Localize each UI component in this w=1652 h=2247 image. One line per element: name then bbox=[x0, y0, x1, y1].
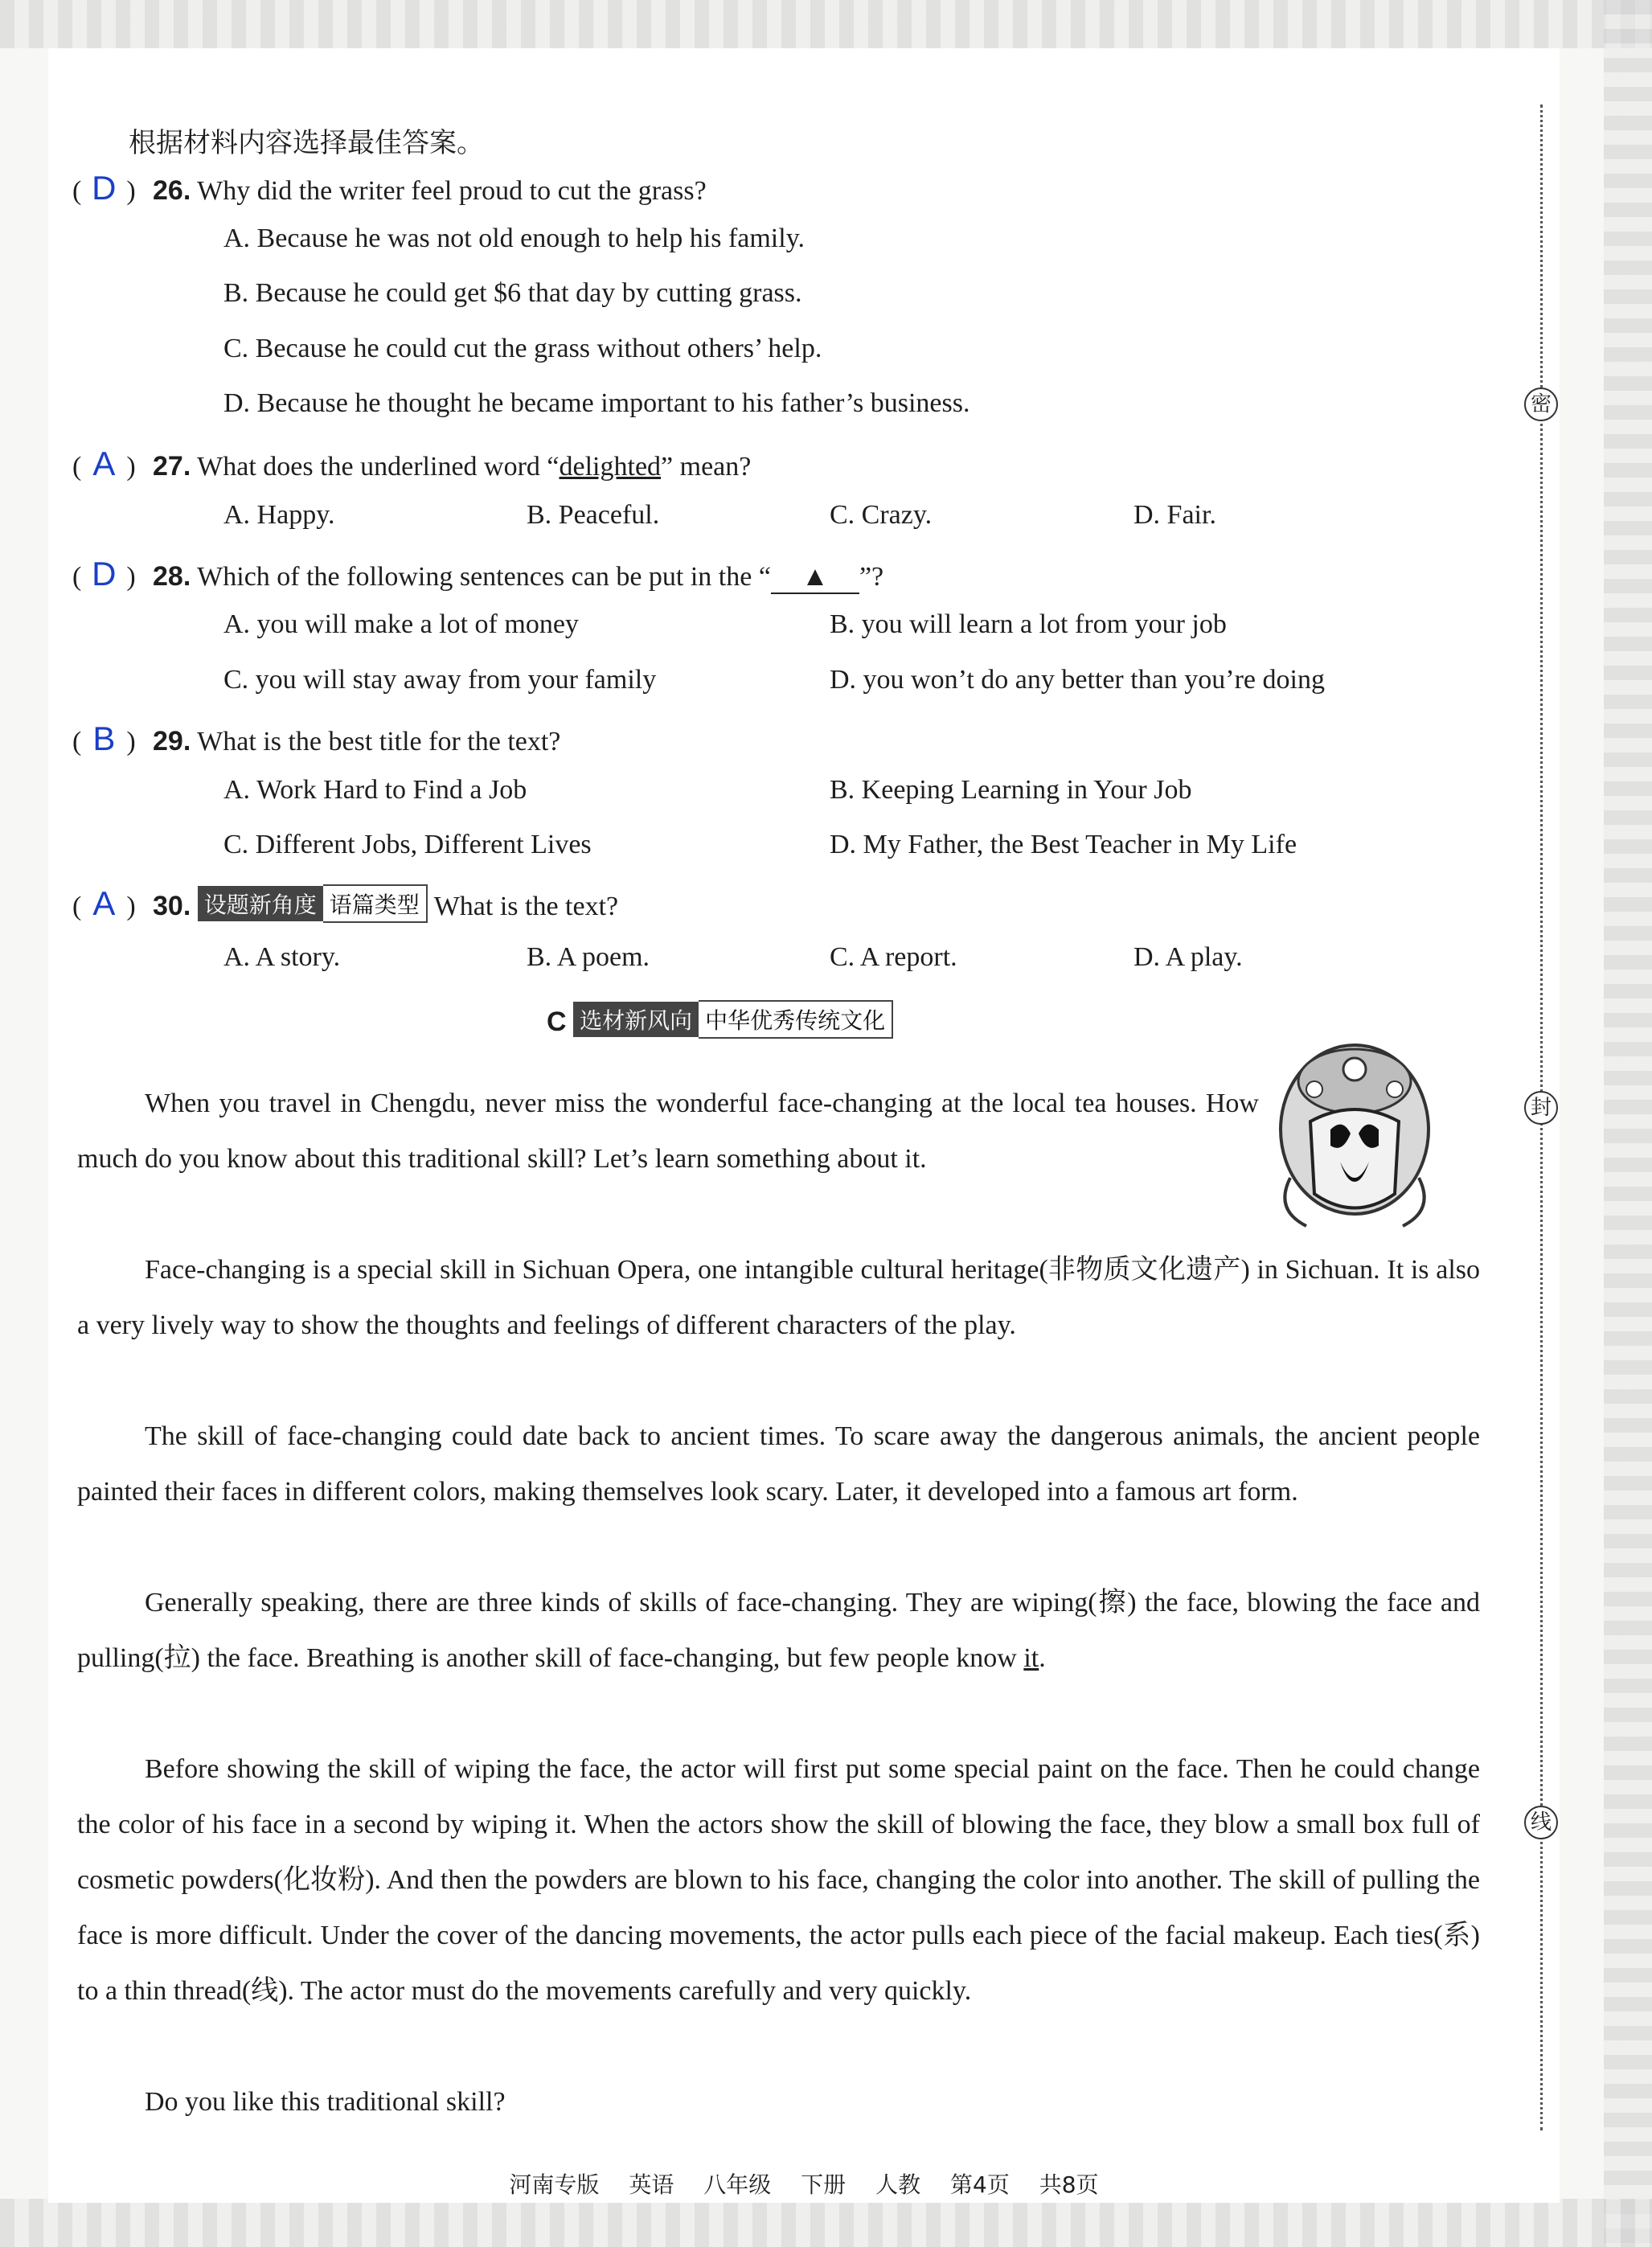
answer-26: D bbox=[92, 169, 117, 207]
cut-label-feng: 封 bbox=[1524, 1091, 1558, 1125]
question-text: What does the underlined word “ bbox=[197, 452, 560, 482]
paragraph-text: Before showing the skill of wiping the face, the actor will first put some special paint on the face. Then he could change the color of his face in a second by wiping it. When the actors show the skill of blowing the face, they blow a small box full of cosmetic powders(化妆粉). And then the powders are blown to his face, changing the color into another. The skill of pulling the face is more difficult. Under the cover of the dancing movements, the actor pulls each piece of the facial makeup. Each ties(系) to a thin thread(线). The actor must do the movements carefully and very quickly. bbox=[77, 1754, 1480, 2006]
footer-edition: 河南专版 bbox=[509, 2171, 600, 2198]
paragraph-text: Face-changing is a special skill in Sichuan Opera, one intangible cultural heritage(非物质文化遗产) in Sichuan. It is also a very lively way to show the thoughts and feelings of different characters of the play. bbox=[77, 1255, 1480, 1340]
question-number: 27. bbox=[153, 451, 191, 482]
section-c-heading bbox=[547, 1000, 893, 1039]
question-28: ( D ) 28. Which of the following sentences can be put in the “ ▲ ”? bbox=[72, 555, 884, 593]
option-27a: A. Happy. bbox=[223, 500, 335, 530]
passage-paragraph-5 bbox=[77, 1741, 1480, 2019]
option-26b: B. Because he could get $6 that day by cutting grass. bbox=[223, 278, 802, 308]
paragraph-text: The skill of face-changing could date back to ancient times. To scare away the dangerous animals, the ancient people painted their faces in different colors, making themselves look scary. Later, it developed into a famous art form. bbox=[77, 1421, 1480, 1507]
question-text: Which of the following sentences can be put in the “ bbox=[197, 562, 771, 592]
footer-subject: 英语 bbox=[629, 2171, 674, 2198]
question-text: What is the best title for the text? bbox=[197, 727, 561, 757]
option-27b: B. Peaceful. bbox=[527, 500, 660, 530]
underlined-word-it: it bbox=[1023, 1643, 1039, 1673]
question-text: Why did the writer feel proud to cut the grass? bbox=[197, 176, 707, 206]
cut-label-mi: 密 bbox=[1524, 387, 1558, 421]
underlined-word: delighted bbox=[559, 452, 662, 482]
paragraph-text: Do you like this traditional skill? bbox=[145, 2087, 506, 2117]
footer-volume: 下册 bbox=[801, 2171, 846, 2198]
answer-28: D bbox=[92, 555, 117, 593]
passage-paragraph-6 bbox=[77, 2074, 1480, 2130]
footer-page-number: 第4页 bbox=[950, 2171, 1010, 2198]
decorative-border-right bbox=[1604, 0, 1652, 2247]
option-29a: A. Work Hard to Find a Job bbox=[223, 775, 527, 805]
question-26: ( D ) 26. Why did the writer feel proud to cut the grass? bbox=[72, 169, 707, 207]
decorative-border-top bbox=[0, 0, 1652, 48]
option-28b: B. you will learn a lot from your job bbox=[830, 609, 1227, 639]
question-number: 30. bbox=[153, 891, 191, 921]
option-26c: C. Because he could cut the grass without others’ help. bbox=[223, 334, 822, 363]
decorative-border-bottom bbox=[0, 2199, 1652, 2247]
answer-29: B bbox=[92, 720, 116, 757]
option-30c: C. A report. bbox=[830, 942, 957, 972]
option-30d: D. A play. bbox=[1133, 942, 1243, 972]
option-26a: A. Because he was not old enough to help his family. bbox=[223, 223, 805, 253]
option-29d: D. My Father, the Best Teacher in My Life bbox=[830, 830, 1297, 859]
answer-30: A bbox=[92, 884, 116, 922]
option-30b: B. A poem. bbox=[527, 942, 650, 972]
paragraph-text: When you travel in Chengdu, never miss the wonderful face-changing at the local tea houses. How much do you know about this traditional skill? Let’s learn something about it. bbox=[77, 1089, 1259, 1174]
footer-total-pages: 共8页 bbox=[1039, 2171, 1099, 2198]
footer-grade: 八年级 bbox=[703, 2171, 772, 2198]
option-28a: A. you will make a lot of money bbox=[223, 609, 579, 639]
blank-marker: ▲ bbox=[771, 562, 859, 594]
page-footer bbox=[48, 2167, 1560, 2200]
question-text-end: ”? bbox=[859, 562, 884, 592]
tag-material: 选材新风向 bbox=[573, 1002, 699, 1037]
sichuan-opera-mask-illustration bbox=[1266, 1033, 1443, 1238]
footer-publisher: 人教 bbox=[875, 2171, 921, 2198]
paragraph-text: Generally speaking, there are three kinds of skills of face-changing. They are wiping(擦) the face, blowing the face and pulling(拉) the face. Breathing is another skill of face-changing, but few people know bbox=[77, 1588, 1480, 1673]
section-letter: C bbox=[547, 1007, 567, 1037]
passage-paragraph-4 bbox=[77, 1575, 1480, 1686]
option-28c: C. you will stay away from your family bbox=[223, 665, 657, 695]
instruction: 根据材料内容选择最佳答案。 bbox=[129, 127, 484, 159]
option-26d: D. Because he thought he became important to his father’s business. bbox=[223, 388, 970, 418]
question-27: ( A ) 27. What does the underlined word “delighted” mean? bbox=[72, 445, 752, 482]
tag-culture: 中华优秀传统文化 bbox=[699, 1000, 893, 1039]
paragraph-end-punct: . bbox=[1039, 1643, 1046, 1673]
question-text-end: ” mean? bbox=[661, 452, 752, 482]
option-27c: C. Crazy. bbox=[830, 500, 933, 530]
answer-27: A bbox=[92, 445, 116, 482]
passage-paragraph-2 bbox=[77, 1242, 1480, 1353]
option-29b: B. Keeping Learning in Your Job bbox=[830, 775, 1192, 805]
question-number: 26. bbox=[153, 175, 191, 206]
tag-new-angle: 设题新角度 bbox=[198, 886, 323, 921]
passage-paragraph-3 bbox=[77, 1408, 1480, 1519]
cut-label-xian: 线 bbox=[1524, 1806, 1558, 1839]
option-30a: A. A story. bbox=[223, 942, 341, 972]
tag-text-type: 语篇类型 bbox=[323, 884, 428, 923]
question-29: ( B ) 29. What is the best title for the text? bbox=[72, 720, 561, 757]
question-text: What is the text? bbox=[433, 892, 619, 921]
question-30: ( A ) 30. 设题新角度 语篇类型 What is the text? bbox=[72, 884, 619, 922]
question-number: 28. bbox=[153, 561, 191, 592]
option-29c: C. Different Jobs, Different Lives bbox=[223, 830, 592, 859]
option-28d: D. you won’t do any better than you’re doing bbox=[830, 665, 1325, 695]
worksheet-page bbox=[48, 48, 1560, 2203]
question-number: 29. bbox=[153, 726, 191, 757]
passage-paragraph-1 bbox=[77, 1076, 1259, 1187]
option-27d: D. Fair. bbox=[1133, 500, 1216, 530]
